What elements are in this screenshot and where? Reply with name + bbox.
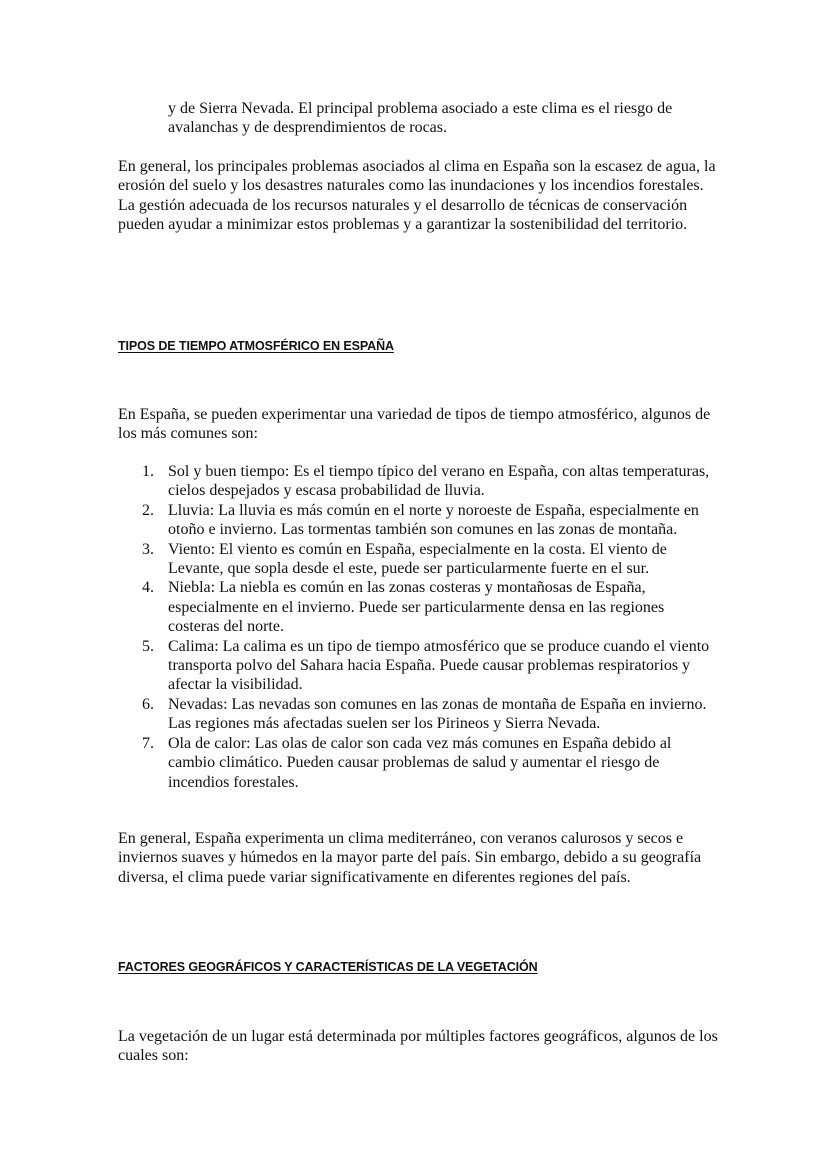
list-item (118, 695, 718, 734)
list-item-text: Calima: La calima es un tipo de tiempo atmosférico que se produce cuando el viento transporta polvo del Sahara hacia España. Puede causar problemas respiratorios y afectar la visibilidad. (168, 637, 710, 694)
list-item-text: Sol y buen tiempo: Es el tiempo típico del verano en España, con altas temperaturas, cielos despejados y escasa probabilidad de lluvia. (168, 463, 710, 500)
climate-summary-paragraph: En general, los principales problemas asociados al clima en España son la escasez de agua, la erosión del suelo y los desastres naturales como las inundaciones y los incendios forestales. La gestión adecuada de los recursos naturales y el desarrollo de técnicas de conservación pueden ayudar a minimizar estos problemas y a garantizar la sostenibilidad del territorio. (118, 158, 716, 234)
continuation-paragraph: y de Sierra Nevada. El principal problema asociado a este clima es el riesgo de avalanchas y de desprendimientos de rocas. (168, 100, 673, 137)
list-item (118, 462, 718, 501)
list-item-text: Viento: El viento es común en España, especialmente en la costa. El viento de Levante, que sopla desde el este, puede ser particularmente fuerte en el sur. (168, 540, 667, 578)
vegetation-heading: FACTORES GEOGRÁFICOS Y CARACTERÍSTICAS DE LA VEGETACIÓN (118, 960, 538, 974)
vegetation-intro-paragraph: La vegetación de un lugar está determinada por múltiples factores geográficos, algunos de los cuales son: (118, 1028, 718, 1065)
list-item-text: Ola de calor: Las olas de calor son cada vez más comunes en España debido al cambio climático. Pueden causar problemas de salud y aumentar el riesgo de incendios forestales. (168, 734, 672, 791)
list-item (118, 578, 718, 636)
weather-types-list (118, 462, 718, 792)
list-item-number: 5. (142, 637, 154, 655)
weather-conclusion-paragraph: En general, España experimenta un clima mediterráneo, con veranos calurosos y secos e inviernos suaves y húmedos en la mayor parte del país. Sin embargo, debido a su geografía diversa, el clima puede variar significativamente en diferentes regiones del país. (118, 830, 702, 886)
list-item-number: 4. (142, 579, 154, 597)
list-item-number: 2. (142, 501, 154, 519)
list-item-number: 6. (142, 695, 154, 713)
weather-types-intro: En España, se pueden experimentar una variedad de tipos de tiempo atmosférico, algunos de los más comunes son: (118, 406, 711, 443)
list-item-text: Niebla: La niebla es común en las zonas costeras y montañosas de España, especialmente en el invierno. Puede ser particularmente densa en las regiones costeras del norte. (168, 579, 665, 636)
weather-types-heading: TIPOS DE TIEMPO ATMOSFÉRICO EN ESPAÑA (118, 339, 394, 353)
list-item (118, 501, 718, 540)
list-item-number: 7. (142, 734, 154, 752)
list-item-number: 1. (142, 463, 154, 480)
list-item-number: 3. (142, 540, 154, 558)
list-item-text: Nevadas: Las nevadas son comunes en las zonas de montaña de España en invierno. Las regiones más afectadas suelen ser los Pirineos y Sierra Nevada. (168, 695, 707, 733)
list-item (118, 540, 718, 579)
list-item (118, 734, 718, 792)
list-item (118, 637, 718, 695)
list-item-text: Lluvia: La lluvia es más común en el norte y noroeste de España, especialmente en otoño e invierno. Las tormentas también son comunes en las zonas de montaña. (168, 501, 699, 539)
